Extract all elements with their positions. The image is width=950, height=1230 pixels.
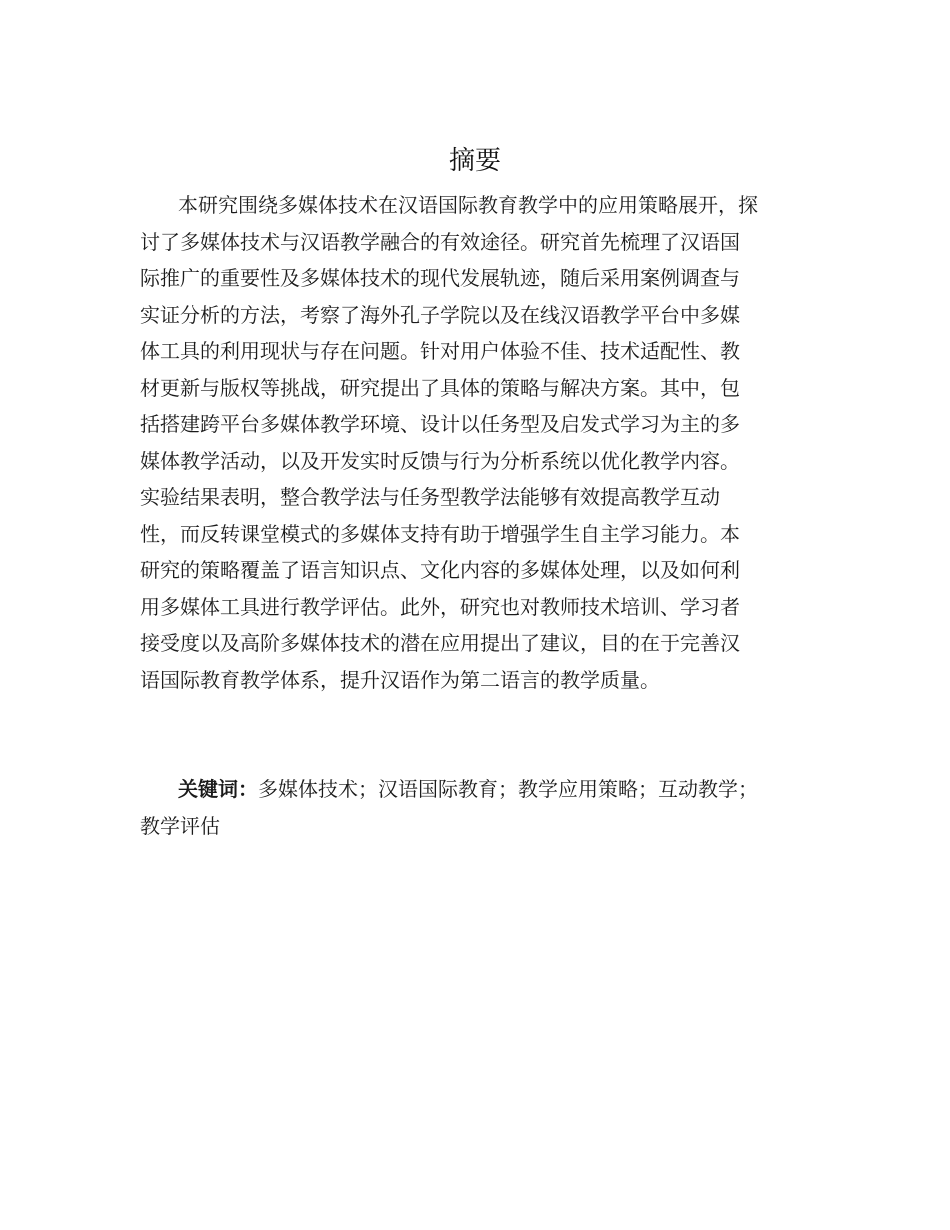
keywords-label: 关键词： — [178, 777, 258, 801]
abstract-body — [140, 187, 820, 698]
abstract-line: 体工具的利用现状与存在问题。针对用户体验不佳、技术适配性、教 — [140, 339, 740, 363]
abstract-line: 括搭建跨平台多媒体教学环境、设计以任务型及启发式学习为主的多 — [140, 412, 740, 436]
keywords-section — [140, 771, 820, 844]
keywords-line — [140, 771, 820, 808]
abstract-line: 实证分析的方法，考察了海外孔子学院以及在线汉语教学平台中多媒 — [140, 302, 740, 327]
abstract-line: 实验结果表明，整合教学法与任务型教学法能够有效提高教学互动 — [140, 485, 720, 509]
abstract-line: 语国际教育教学体系，提升汉语作为第二语言的教学质量。 — [140, 667, 660, 692]
abstract-line: 本研究围绕多媒体技术在汉语国际教育教学中的应用策略展开，探 — [178, 193, 758, 217]
abstract-line: 讨了多媒体技术与汉语教学融合的有效途径。研究首先梳理了汉语国 — [140, 229, 740, 254]
abstract-line: 性，而反转课堂模式的多媒体支持有助于增强学生自主学习能力。本 — [140, 521, 740, 546]
abstract-line: 接受度以及高阶多媒体技术的潜在应用提出了建议，目的在于完善汉 — [140, 631, 740, 655]
keywords-list: 多媒体技术；汉语国际教育；教学应用策略；互动教学； — [258, 777, 758, 801]
abstract-line: 用多媒体工具进行教学评估。此外，研究也对教师技术培训、学习者 — [140, 594, 740, 619]
abstract-line: 研究的策略覆盖了语言知识点、文化内容的多媒体处理，以及如何利 — [140, 558, 740, 582]
abstract-title: 摘要 — [448, 146, 501, 176]
abstract-line: 媒体教学活动，以及开发实时反馈与行为分析系统以优化教学内容。 — [140, 448, 740, 473]
keywords-line: 教学评估 — [140, 813, 220, 838]
abstract-line: 材更新与版权等挑战，研究提出了具体的策略与解决方案。其中，包 — [140, 375, 740, 400]
abstract-line: 际推广的重要性及多媒体技术的现代发展轨迹，随后采用案例调查与 — [140, 266, 740, 290]
